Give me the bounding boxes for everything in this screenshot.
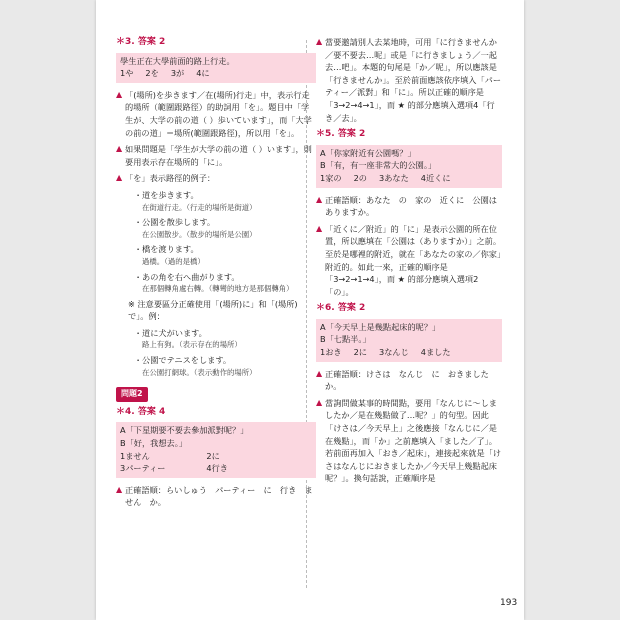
explanation-text: 當要邀請別人去某地時，可用「に行きませんか／要不要去…呢」或是「に行きましょう／一起去…吧」。本題的句尾是「か／呢」，所以應該是「行きませんか」。至於前面應該依序填入「パーティー／派對」和「に」。所以正確的順序是「3→2→4→1」，而 ★ 的部分應填入選項4「行き／去」。 [325,37,502,123]
options [320,172,498,185]
option-2: 2を [145,68,159,79]
page-number: 193 [500,598,518,608]
section-tag: 問題2 [116,387,148,402]
answer-heading-q6: ＊6. 答案 2 [316,303,366,314]
option-4: 4近くに [420,172,451,183]
dialogue-line-b: B「七點半。」 [320,334,371,345]
dialogue-line-a: A「下星期要不要去參加派對呢？」 [120,425,249,436]
note [116,298,316,323]
explanation-text: 「(場所)を歩きます／在(場所)行走」中，表示行走的場所（範圍跟路徑）的助詞用「を」。題目中「学生が、大学の前の道（ ）歩いています」，而「大学の前の道」＝場所(範圍跟路徑)，所以用「を」。 [125,89,312,138]
example-sentence: ・ 道を歩きます。 [134,189,316,202]
explanation-paragraph [116,172,316,185]
example-list [116,189,316,296]
triangle-bullet-icon: ▲ [316,368,323,378]
explanation-text: 正確語順：らいしゅう パーティー に 行き ません か。 [125,484,313,508]
explanation-paragraph [116,143,316,168]
explanation-text: 當詢問做某事的時間點，要用「なんじに～しましたか／是在幾點做了…呢？」的句型。因此「けさは／今天早上」之後應接「なんじに／是在幾點」，而「か」之前應填入「ました／了」。若前面再加入「おき／起床」，連接起來就是「けさはなんじにおきましたか／今天早上幾點起床呢？」。換句話說，正確順序是 [325,397,502,484]
example-sentence: ・ あの角を右へ曲がります。 [134,271,316,284]
example-translation: 在街道行走。（行走的場所是街道） [142,202,257,212]
note-example-list [116,327,316,379]
option-2: 2の [353,172,367,183]
explanation-text: 「近くに／附近」的「に」是表示公園的所在位置，所以應填在「公園は（ありますか）」之前。至於是哪裡的附近，就在「あなたの家の／你家」附近的。如此一來，正確的順序是「3→2→1→4」，而 ★ 的部分應填入選項2「の」。 [325,223,502,297]
left-column [116,36,316,513]
option-3: 3が [170,68,185,79]
dialogue-line-b: B「有，有一座非常大的公園。」 [320,160,437,171]
explanation-text: 「を」表示路徑的例子： [125,173,216,184]
example-translation: 在公園打網球。（表示動作的場所） [142,367,257,377]
explanation-text: 如果問題是「学生が大学の前の道（ ）います」，則要用表示存在場所的「に」。 [125,144,312,167]
question-sentence: 學生正在大學前面的路上行走。 [120,55,235,66]
explanation-paragraph [316,194,506,219]
explanation-paragraph [316,368,502,393]
option-2: 2に [206,450,220,461]
triangle-bullet-icon: ▲ [116,173,123,183]
example-translation: 路上有狗。（表示存在的場所） [142,340,242,350]
example-sentence: ・ 橋を渡ります。 [134,243,316,256]
triangle-bullet-icon: ▲ [116,144,123,154]
question-box-q6 [316,319,502,362]
option-4: 4行き [206,463,228,474]
example-translation: 過橋。（過的是橋） [142,256,205,266]
explanation-text: 正確語順：けさは なんじ に おきましたか。 [325,368,489,392]
question-box-q5 [316,145,502,188]
explanation-paragraph [316,36,502,124]
option-2: 2に [353,347,367,358]
option-3: 3あなた [379,172,409,183]
triangle-bullet-icon: ▲ [316,397,323,407]
answer-heading-q5: ＊5. 答案 2 [316,129,366,140]
option-1: 1ません [120,450,150,461]
explanation-paragraph [116,89,316,139]
right-column [316,36,506,489]
answer-heading-q3: ＊3. 答案 2 [116,37,166,47]
options [120,67,312,80]
option-1: 1家の [320,172,342,183]
note-text: ※ 注意要區分正確使用「(場所)に」和「(場所)で」。例： [128,298,298,322]
option-3: 3なんじ [379,347,409,358]
example-translation: 在公園散步。（散步的場所是公園） [142,229,257,239]
options [320,346,498,359]
option-4: 4ました [420,347,451,358]
option-1: 1おき [320,347,342,358]
explanation-paragraph [316,397,502,485]
example-sentence: ・ 公園を散歩します。 [134,216,316,229]
question-box-q3 [116,53,316,83]
question-box-q4 [116,422,316,477]
option-4: 4に [196,68,210,79]
option-3: 3パーティー [120,463,166,474]
dialogue-line-b: B「好，我想去。」 [120,438,188,449]
example-translation: 在那個轉角處右轉。（轉彎的地方是那個轉角） [142,284,294,294]
dialogue-line-a: A「你家附近有公園嗎？」 [320,147,416,158]
answer-heading-q4: ＊4. 答案 4 [116,406,166,417]
triangle-bullet-icon: ▲ [116,89,123,99]
option-1: 1や [120,68,134,79]
dialogue-line-a: A「今天早上是幾點起床的呢？」 [320,321,441,332]
triangle-bullet-icon: ▲ [116,484,123,494]
example-sentence: ・ 公園でテニスをします。 [134,354,316,367]
example-sentence: ・ 道に犬がいます。 [134,327,316,340]
explanation-paragraph [316,223,502,299]
options [120,450,312,475]
triangle-bullet-icon: ▲ [316,194,323,204]
triangle-bullet-icon: ▲ [316,37,323,46]
triangle-bullet-icon: ▲ [316,223,323,233]
explanation-paragraph [116,484,316,509]
explanation-text: 正確語順：あなた の 家の 近くに 公園は ありますか。 [325,194,506,218]
